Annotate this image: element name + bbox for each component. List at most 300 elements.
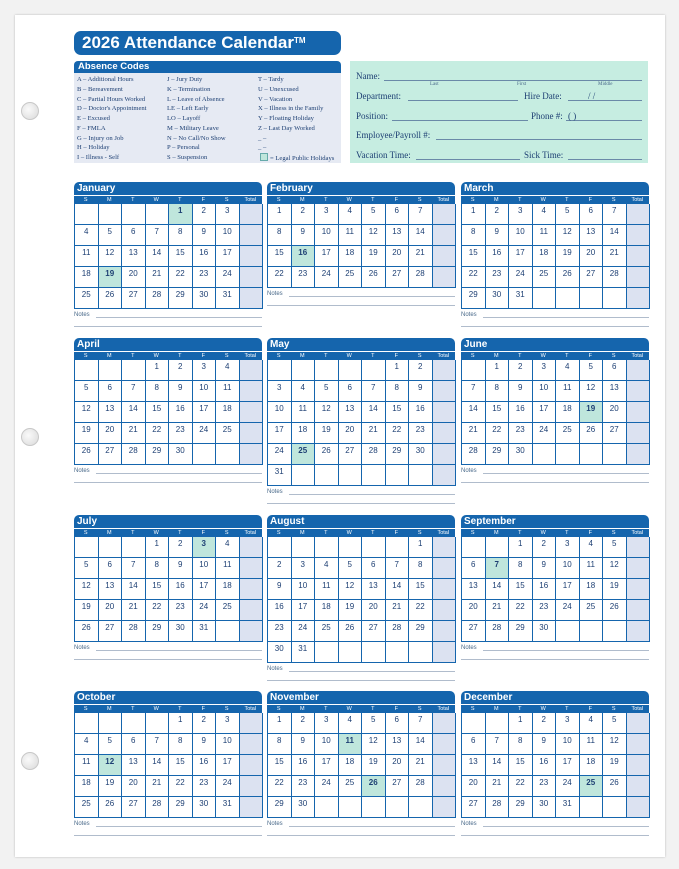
day-cell[interactable]: 8 xyxy=(146,558,170,579)
week-total-cell[interactable] xyxy=(627,444,651,465)
day-cell[interactable]: 28 xyxy=(603,267,627,288)
day-cell[interactable]: 16 xyxy=(486,246,510,267)
day-cell[interactable]: 14 xyxy=(386,579,410,600)
name-field[interactable] xyxy=(384,80,642,81)
day-cell[interactable]: 7 xyxy=(122,558,146,579)
week-total-cell[interactable] xyxy=(240,579,264,600)
day-cell[interactable]: 18 xyxy=(580,579,604,600)
day-cell[interactable]: 21 xyxy=(122,423,146,444)
day-cell[interactable]: 30 xyxy=(193,797,217,818)
day-cell[interactable]: 18 xyxy=(580,755,604,776)
holiday-cell[interactable]: 3 xyxy=(193,537,217,558)
day-cell[interactable]: 31 xyxy=(216,797,240,818)
day-cell[interactable]: 23 xyxy=(292,776,316,797)
day-cell[interactable]: 25 xyxy=(216,423,240,444)
day-cell[interactable]: 9 xyxy=(169,381,193,402)
day-cell[interactable]: 24 xyxy=(292,621,316,642)
week-total-cell[interactable] xyxy=(627,360,651,381)
day-cell[interactable]: 18 xyxy=(75,267,99,288)
day-cell[interactable]: 9 xyxy=(292,734,316,755)
notes-line-2[interactable] xyxy=(74,830,262,836)
day-cell[interactable]: 10 xyxy=(216,225,240,246)
notes-line-2[interactable] xyxy=(267,830,455,836)
day-cell[interactable]: 16 xyxy=(292,755,316,776)
day-cell[interactable]: 27 xyxy=(580,267,604,288)
day-cell[interactable]: 28 xyxy=(122,621,146,642)
day-cell[interactable]: 14 xyxy=(603,225,627,246)
day-cell[interactable]: 3 xyxy=(193,360,217,381)
day-cell[interactable]: 22 xyxy=(486,423,510,444)
day-cell[interactable]: 22 xyxy=(462,267,486,288)
day-cell[interactable]: 22 xyxy=(268,267,292,288)
day-cell[interactable]: 1 xyxy=(146,360,170,381)
week-total-cell[interactable] xyxy=(627,755,651,776)
day-cell[interactable]: 27 xyxy=(462,797,486,818)
day-cell[interactable]: 5 xyxy=(339,558,363,579)
day-cell[interactable]: 28 xyxy=(486,797,510,818)
day-cell[interactable]: 14 xyxy=(122,402,146,423)
week-total-cell[interactable] xyxy=(627,734,651,755)
day-cell[interactable]: 25 xyxy=(75,288,99,309)
day-cell[interactable]: 1 xyxy=(146,537,170,558)
day-cell[interactable]: 10 xyxy=(193,558,217,579)
day-cell[interactable]: 22 xyxy=(509,600,533,621)
day-cell[interactable]: 11 xyxy=(216,381,240,402)
notes-line[interactable] xyxy=(461,818,649,830)
day-cell[interactable]: 2 xyxy=(169,360,193,381)
day-cell[interactable]: 6 xyxy=(339,381,363,402)
day-cell[interactable]: 10 xyxy=(216,734,240,755)
day-cell[interactable]: 10 xyxy=(556,558,580,579)
day-cell[interactable]: 27 xyxy=(122,797,146,818)
day-cell[interactable]: 26 xyxy=(75,621,99,642)
day-cell[interactable]: 22 xyxy=(409,600,433,621)
hire-date-field[interactable] xyxy=(568,100,642,101)
sick-time-field[interactable] xyxy=(568,159,642,160)
day-cell[interactable]: 10 xyxy=(509,225,533,246)
day-cell[interactable]: 5 xyxy=(603,713,627,734)
day-cell[interactable]: 9 xyxy=(169,558,193,579)
day-cell[interactable]: 1 xyxy=(462,204,486,225)
week-total-cell[interactable] xyxy=(433,600,457,621)
day-cell[interactable]: 15 xyxy=(409,579,433,600)
day-cell[interactable]: 28 xyxy=(409,267,433,288)
week-total-cell[interactable] xyxy=(433,246,457,267)
day-cell[interactable]: 10 xyxy=(533,381,557,402)
day-cell[interactable]: 13 xyxy=(462,579,486,600)
day-cell[interactable]: 28 xyxy=(146,288,170,309)
day-cell[interactable]: 23 xyxy=(169,423,193,444)
day-cell[interactable]: 6 xyxy=(99,381,123,402)
day-cell[interactable]: 29 xyxy=(386,444,410,465)
day-cell[interactable]: 7 xyxy=(409,204,433,225)
day-cell[interactable]: 3 xyxy=(556,713,580,734)
day-cell[interactable]: 30 xyxy=(292,797,316,818)
week-total-cell[interactable] xyxy=(240,267,264,288)
day-cell[interactable]: 12 xyxy=(75,402,99,423)
notes-line-2[interactable] xyxy=(74,321,262,327)
day-cell[interactable]: 21 xyxy=(409,755,433,776)
day-cell[interactable]: 11 xyxy=(292,402,316,423)
notes-line[interactable] xyxy=(74,465,262,477)
day-cell[interactable]: 31 xyxy=(193,621,217,642)
holiday-cell[interactable]: 7 xyxy=(486,558,510,579)
day-cell[interactable]: 3 xyxy=(533,360,557,381)
week-total-cell[interactable] xyxy=(240,444,264,465)
day-cell[interactable]: 3 xyxy=(315,713,339,734)
day-cell[interactable]: 15 xyxy=(486,402,510,423)
day-cell[interactable]: 20 xyxy=(362,600,386,621)
day-cell[interactable]: 17 xyxy=(193,402,217,423)
day-cell[interactable]: 13 xyxy=(362,579,386,600)
week-total-cell[interactable] xyxy=(627,402,651,423)
day-cell[interactable]: 9 xyxy=(486,225,510,246)
day-cell[interactable]: 5 xyxy=(75,381,99,402)
day-cell[interactable]: 26 xyxy=(99,797,123,818)
day-cell[interactable]: 17 xyxy=(509,246,533,267)
day-cell[interactable]: 15 xyxy=(146,579,170,600)
day-cell[interactable]: 24 xyxy=(533,423,557,444)
day-cell[interactable]: 13 xyxy=(386,225,410,246)
day-cell[interactable]: 17 xyxy=(315,755,339,776)
day-cell[interactable]: 17 xyxy=(556,755,580,776)
day-cell[interactable]: 29 xyxy=(462,288,486,309)
day-cell[interactable]: 1 xyxy=(268,204,292,225)
day-cell[interactable]: 14 xyxy=(146,755,170,776)
day-cell[interactable]: 20 xyxy=(386,246,410,267)
day-cell[interactable]: 17 xyxy=(193,579,217,600)
day-cell[interactable]: 24 xyxy=(315,776,339,797)
day-cell[interactable]: 31 xyxy=(268,465,292,486)
day-cell[interactable]: 16 xyxy=(193,755,217,776)
day-cell[interactable]: 10 xyxy=(315,734,339,755)
day-cell[interactable]: 25 xyxy=(580,600,604,621)
notes-line-2[interactable] xyxy=(461,830,649,836)
day-cell[interactable]: 25 xyxy=(216,600,240,621)
day-cell[interactable]: 14 xyxy=(409,225,433,246)
week-total-cell[interactable] xyxy=(627,381,651,402)
day-cell[interactable]: 26 xyxy=(315,444,339,465)
day-cell[interactable]: 19 xyxy=(75,423,99,444)
day-cell[interactable]: 12 xyxy=(362,225,386,246)
day-cell[interactable]: 8 xyxy=(462,225,486,246)
day-cell[interactable]: 8 xyxy=(268,734,292,755)
day-cell[interactable]: 30 xyxy=(533,621,557,642)
day-cell[interactable]: 25 xyxy=(315,621,339,642)
holiday-cell[interactable]: 16 xyxy=(292,246,316,267)
day-cell[interactable]: 29 xyxy=(146,444,170,465)
day-cell[interactable]: 12 xyxy=(99,246,123,267)
week-total-cell[interactable] xyxy=(433,621,457,642)
day-cell[interactable]: 13 xyxy=(603,381,627,402)
week-total-cell[interactable] xyxy=(433,734,457,755)
day-cell[interactable]: 26 xyxy=(362,267,386,288)
day-cell[interactable]: 9 xyxy=(268,579,292,600)
day-cell[interactable]: 1 xyxy=(409,537,433,558)
notes-line-2[interactable] xyxy=(461,477,649,483)
vacation-time-field[interactable] xyxy=(416,159,520,160)
day-cell[interactable]: 2 xyxy=(292,204,316,225)
day-cell[interactable]: 21 xyxy=(146,776,170,797)
day-cell[interactable]: 23 xyxy=(193,776,217,797)
day-cell[interactable]: 20 xyxy=(99,600,123,621)
day-cell[interactable]: 31 xyxy=(556,797,580,818)
day-cell[interactable]: 7 xyxy=(146,734,170,755)
day-cell[interactable]: 9 xyxy=(292,225,316,246)
day-cell[interactable]: 7 xyxy=(486,734,510,755)
day-cell[interactable]: 20 xyxy=(462,776,486,797)
day-cell[interactable]: 23 xyxy=(409,423,433,444)
day-cell[interactable]: 24 xyxy=(556,600,580,621)
day-cell[interactable]: 28 xyxy=(386,621,410,642)
week-total-cell[interactable] xyxy=(433,444,457,465)
day-cell[interactable]: 23 xyxy=(169,600,193,621)
holiday-cell[interactable]: 26 xyxy=(362,776,386,797)
notes-line-2[interactable] xyxy=(267,300,455,306)
week-total-cell[interactable] xyxy=(627,423,651,444)
day-cell[interactable]: 2 xyxy=(533,713,557,734)
day-cell[interactable]: 11 xyxy=(533,225,557,246)
day-cell[interactable]: 11 xyxy=(75,246,99,267)
holiday-cell[interactable]: 19 xyxy=(99,267,123,288)
day-cell[interactable]: 2 xyxy=(193,204,217,225)
day-cell[interactable]: 19 xyxy=(99,776,123,797)
notes-line[interactable] xyxy=(74,642,262,654)
day-cell[interactable]: 3 xyxy=(268,381,292,402)
day-cell[interactable]: 20 xyxy=(99,423,123,444)
day-cell[interactable]: 16 xyxy=(409,402,433,423)
day-cell[interactable]: 4 xyxy=(216,360,240,381)
day-cell[interactable]: 7 xyxy=(409,713,433,734)
day-cell[interactable]: 2 xyxy=(193,713,217,734)
day-cell[interactable]: 4 xyxy=(339,713,363,734)
day-cell[interactable]: 11 xyxy=(216,558,240,579)
day-cell[interactable]: 25 xyxy=(339,776,363,797)
phone-field[interactable] xyxy=(566,120,642,121)
day-cell[interactable]: 29 xyxy=(169,797,193,818)
day-cell[interactable]: 24 xyxy=(268,444,292,465)
day-cell[interactable]: 4 xyxy=(556,360,580,381)
day-cell[interactable]: 30 xyxy=(268,642,292,663)
day-cell[interactable]: 26 xyxy=(99,288,123,309)
day-cell[interactable]: 1 xyxy=(268,713,292,734)
day-cell[interactable]: 15 xyxy=(146,402,170,423)
day-cell[interactable]: 27 xyxy=(386,776,410,797)
notes-line-2[interactable] xyxy=(461,321,649,327)
day-cell[interactable]: 22 xyxy=(386,423,410,444)
day-cell[interactable]: 14 xyxy=(486,755,510,776)
day-cell[interactable]: 25 xyxy=(556,423,580,444)
day-cell[interactable]: 30 xyxy=(533,797,557,818)
day-cell[interactable]: 21 xyxy=(122,600,146,621)
day-cell[interactable]: 21 xyxy=(486,776,510,797)
week-total-cell[interactable] xyxy=(433,381,457,402)
day-cell[interactable]: 26 xyxy=(339,621,363,642)
notes-line[interactable] xyxy=(267,663,455,675)
employee-payroll-field[interactable] xyxy=(436,139,642,140)
day-cell[interactable]: 4 xyxy=(533,204,557,225)
day-cell[interactable]: 31 xyxy=(509,288,533,309)
day-cell[interactable]: 28 xyxy=(362,444,386,465)
day-cell[interactable]: 2 xyxy=(169,537,193,558)
day-cell[interactable]: 10 xyxy=(556,734,580,755)
day-cell[interactable]: 12 xyxy=(315,402,339,423)
day-cell[interactable]: 12 xyxy=(75,579,99,600)
day-cell[interactable]: 27 xyxy=(603,423,627,444)
day-cell[interactable]: 23 xyxy=(509,423,533,444)
day-cell[interactable]: 19 xyxy=(603,755,627,776)
day-cell[interactable]: 29 xyxy=(509,797,533,818)
day-cell[interactable]: 1 xyxy=(509,713,533,734)
day-cell[interactable]: 15 xyxy=(462,246,486,267)
week-total-cell[interactable] xyxy=(240,734,264,755)
week-total-cell[interactable] xyxy=(240,755,264,776)
day-cell[interactable]: 24 xyxy=(193,600,217,621)
day-cell[interactable]: 29 xyxy=(169,288,193,309)
day-cell[interactable]: 19 xyxy=(556,246,580,267)
day-cell[interactable]: 14 xyxy=(486,579,510,600)
day-cell[interactable]: 14 xyxy=(462,402,486,423)
day-cell[interactable]: 13 xyxy=(122,246,146,267)
day-cell[interactable]: 27 xyxy=(339,444,363,465)
day-cell[interactable]: 22 xyxy=(146,600,170,621)
day-cell[interactable]: 27 xyxy=(462,621,486,642)
day-cell[interactable]: 14 xyxy=(146,246,170,267)
day-cell[interactable]: 1 xyxy=(169,713,193,734)
day-cell[interactable]: 4 xyxy=(75,225,99,246)
day-cell[interactable]: 25 xyxy=(533,267,557,288)
day-cell[interactable]: 18 xyxy=(216,402,240,423)
day-cell[interactable]: 4 xyxy=(315,558,339,579)
day-cell[interactable]: 17 xyxy=(216,246,240,267)
day-cell[interactable]: 18 xyxy=(533,246,557,267)
notes-line-2[interactable] xyxy=(74,654,262,660)
holiday-cell[interactable]: 19 xyxy=(580,402,604,423)
week-total-cell[interactable] xyxy=(240,360,264,381)
day-cell[interactable]: 17 xyxy=(268,423,292,444)
notes-line[interactable] xyxy=(267,288,455,300)
day-cell[interactable]: 7 xyxy=(386,558,410,579)
notes-line-2[interactable] xyxy=(74,477,262,483)
day-cell[interactable]: 16 xyxy=(533,579,557,600)
day-cell[interactable]: 2 xyxy=(509,360,533,381)
day-cell[interactable]: 9 xyxy=(193,225,217,246)
day-cell[interactable]: 26 xyxy=(603,776,627,797)
day-cell[interactable]: 22 xyxy=(268,776,292,797)
day-cell[interactable]: 14 xyxy=(362,402,386,423)
day-cell[interactable]: 2 xyxy=(409,360,433,381)
week-total-cell[interactable] xyxy=(433,776,457,797)
week-total-cell[interactable] xyxy=(240,537,264,558)
day-cell[interactable]: 9 xyxy=(509,381,533,402)
day-cell[interactable]: 21 xyxy=(462,423,486,444)
week-total-cell[interactable] xyxy=(627,797,651,818)
day-cell[interactable]: 9 xyxy=(533,734,557,755)
day-cell[interactable]: 20 xyxy=(386,755,410,776)
day-cell[interactable]: 2 xyxy=(533,537,557,558)
day-cell[interactable]: 31 xyxy=(292,642,316,663)
day-cell[interactable]: 6 xyxy=(122,225,146,246)
day-cell[interactable]: 17 xyxy=(216,755,240,776)
day-cell[interactable]: 23 xyxy=(193,267,217,288)
day-cell[interactable]: 13 xyxy=(580,225,604,246)
notes-line[interactable] xyxy=(461,465,649,477)
day-cell[interactable]: 15 xyxy=(268,755,292,776)
day-cell[interactable]: 21 xyxy=(486,600,510,621)
week-total-cell[interactable] xyxy=(433,204,457,225)
day-cell[interactable]: 8 xyxy=(486,381,510,402)
day-cell[interactable]: 6 xyxy=(603,360,627,381)
week-total-cell[interactable] xyxy=(627,267,651,288)
day-cell[interactable]: 17 xyxy=(315,246,339,267)
week-total-cell[interactable] xyxy=(240,423,264,444)
day-cell[interactable]: 21 xyxy=(409,246,433,267)
holiday-cell[interactable]: 12 xyxy=(99,755,123,776)
day-cell[interactable]: 12 xyxy=(603,734,627,755)
day-cell[interactable]: 16 xyxy=(268,600,292,621)
day-cell[interactable]: 13 xyxy=(462,755,486,776)
day-cell[interactable]: 6 xyxy=(580,204,604,225)
day-cell[interactable]: 27 xyxy=(99,621,123,642)
week-total-cell[interactable] xyxy=(433,558,457,579)
day-cell[interactable]: 26 xyxy=(75,444,99,465)
day-cell[interactable]: 13 xyxy=(122,755,146,776)
day-cell[interactable]: 28 xyxy=(462,444,486,465)
day-cell[interactable]: 24 xyxy=(216,267,240,288)
day-cell[interactable]: 19 xyxy=(339,600,363,621)
holiday-cell[interactable]: 25 xyxy=(580,776,604,797)
week-total-cell[interactable] xyxy=(240,558,264,579)
day-cell[interactable]: 7 xyxy=(462,381,486,402)
day-cell[interactable]: 21 xyxy=(386,600,410,621)
day-cell[interactable]: 6 xyxy=(362,558,386,579)
day-cell[interactable]: 29 xyxy=(486,444,510,465)
day-cell[interactable]: 24 xyxy=(315,267,339,288)
week-total-cell[interactable] xyxy=(240,713,264,734)
day-cell[interactable]: 20 xyxy=(122,776,146,797)
day-cell[interactable]: 13 xyxy=(99,402,123,423)
day-cell[interactable]: 22 xyxy=(169,267,193,288)
day-cell[interactable]: 18 xyxy=(216,579,240,600)
day-cell[interactable]: 29 xyxy=(146,621,170,642)
day-cell[interactable]: 13 xyxy=(386,734,410,755)
day-cell[interactable]: 4 xyxy=(75,734,99,755)
day-cell[interactable]: 6 xyxy=(99,558,123,579)
day-cell[interactable]: 18 xyxy=(339,755,363,776)
day-cell[interactable]: 5 xyxy=(99,225,123,246)
week-total-cell[interactable] xyxy=(627,204,651,225)
day-cell[interactable]: 3 xyxy=(216,204,240,225)
day-cell[interactable]: 26 xyxy=(603,600,627,621)
day-cell[interactable]: 16 xyxy=(169,402,193,423)
day-cell[interactable]: 3 xyxy=(509,204,533,225)
day-cell[interactable]: 15 xyxy=(509,755,533,776)
notes-line-2[interactable] xyxy=(267,498,455,504)
day-cell[interactable]: 22 xyxy=(146,423,170,444)
day-cell[interactable]: 17 xyxy=(533,402,557,423)
day-cell[interactable]: 16 xyxy=(193,246,217,267)
day-cell[interactable]: 8 xyxy=(146,381,170,402)
holiday-cell[interactable]: 1 xyxy=(169,204,193,225)
day-cell[interactable]: 18 xyxy=(556,402,580,423)
day-cell[interactable]: 5 xyxy=(315,381,339,402)
day-cell[interactable]: 4 xyxy=(292,381,316,402)
day-cell[interactable]: 8 xyxy=(169,734,193,755)
day-cell[interactable]: 10 xyxy=(193,381,217,402)
week-total-cell[interactable] xyxy=(240,381,264,402)
day-cell[interactable]: 4 xyxy=(216,537,240,558)
day-cell[interactable]: 20 xyxy=(603,402,627,423)
